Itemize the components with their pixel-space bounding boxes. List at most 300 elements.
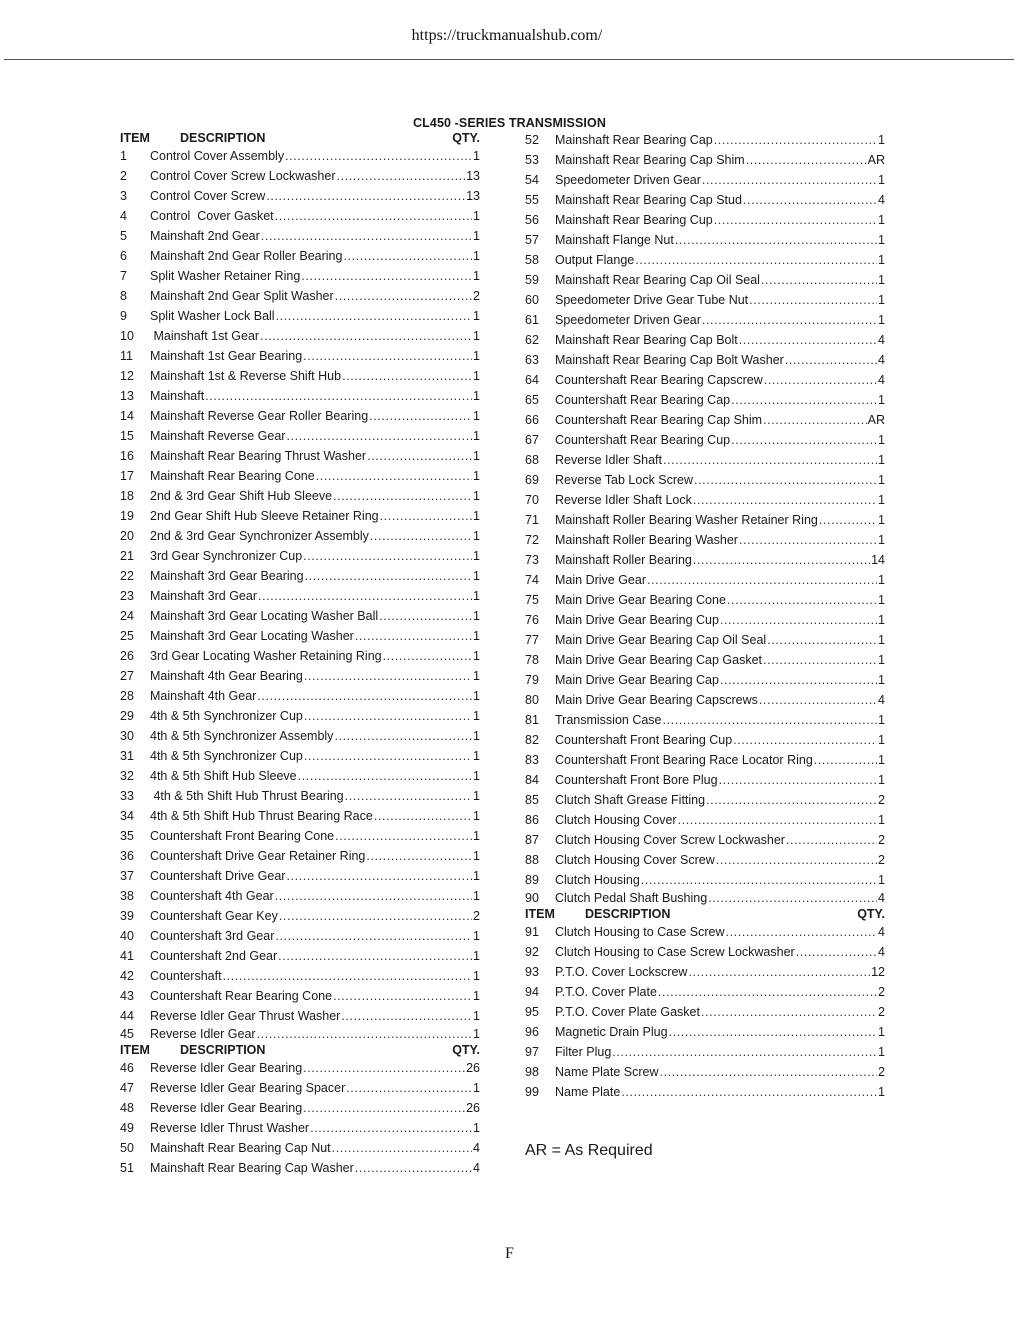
part-description-cell: [150, 269, 480, 283]
part-description-cell: [150, 489, 480, 503]
part-description-cell: [150, 849, 480, 863]
dot-leader: [763, 653, 877, 667]
part-row: [525, 450, 885, 470]
part-description: Mainshaft Rear Bearing Cap Oil Seal: [555, 273, 760, 287]
part-row: [120, 706, 480, 726]
part-description-cell: [555, 813, 885, 827]
part-description: Clutch Housing Cover Screw: [555, 853, 715, 867]
part-row: [120, 966, 480, 986]
part-quantity: 1: [473, 589, 480, 603]
part-description: P.T.O. Cover Lockscrew: [555, 965, 688, 979]
part-item-number: 44: [120, 1009, 134, 1023]
dot-leader: [702, 173, 877, 187]
part-quantity: 1: [878, 533, 885, 547]
part-description: Mainshaft Rear Bearing Cap Bolt: [555, 333, 738, 347]
part-description-cell: [150, 1141, 480, 1155]
part-quantity: 1: [473, 389, 480, 403]
part-quantity: 1: [473, 209, 480, 223]
part-row: [120, 226, 480, 246]
part-quantity: 1: [473, 549, 480, 563]
part-item-number: 2: [120, 169, 127, 183]
part-description-cell: [150, 809, 480, 823]
part-row: [525, 810, 885, 830]
part-description: 4th & 5th Synchronizer Cup: [150, 709, 303, 723]
part-description: Clutch Housing Cover Screw Lockwasher: [555, 833, 785, 847]
part-item-number: 10: [120, 329, 134, 343]
part-row: [525, 190, 885, 210]
part-item-number: 27: [120, 669, 134, 683]
part-item-number: 88: [525, 853, 539, 867]
part-quantity: 1: [878, 673, 885, 687]
part-quantity: 1: [473, 969, 480, 983]
part-item-number: 41: [120, 949, 134, 963]
part-description: Mainshaft Rear Bearing Cap Washer: [150, 1161, 354, 1175]
dot-leader: [304, 749, 472, 763]
part-description: Name Plate: [555, 1085, 621, 1099]
part-row: [525, 370, 885, 390]
part-row: [120, 826, 480, 846]
part-item-number: 85: [525, 793, 539, 807]
part-description-cell: [150, 949, 480, 963]
part-description: 3rd Gear Locating Washer Retaining Ring: [150, 649, 382, 663]
part-description: Speedometer Drive Gear Tube Nut: [555, 293, 749, 307]
part-item-number: 28: [120, 689, 134, 703]
part-row: [120, 526, 480, 546]
part-description: Reverse Idler Gear Bearing: [150, 1061, 303, 1075]
dot-leader: [749, 293, 877, 307]
part-quantity: AR: [867, 153, 885, 167]
part-row: [120, 586, 480, 606]
part-description-cell: [555, 433, 885, 447]
part-item-number: 84: [525, 773, 539, 787]
part-row: [525, 510, 885, 530]
part-description: Countershaft Gear Key: [150, 909, 278, 923]
part-quantity: 1: [473, 829, 480, 843]
part-item-number: 82: [525, 733, 539, 747]
part-item-number: 7: [120, 269, 127, 283]
part-description-cell: [150, 929, 480, 943]
part-description-cell: [150, 149, 480, 163]
part-row: [120, 1026, 480, 1042]
dot-leader: [304, 709, 472, 723]
part-quantity: 1: [473, 349, 480, 363]
part-description-cell: [150, 209, 480, 223]
dot-leader: [258, 589, 472, 603]
part-quantity: 4: [878, 353, 885, 367]
part-quantity: 1: [878, 713, 885, 727]
part-item-number: 39: [120, 909, 134, 923]
part-quantity: 4: [878, 925, 885, 939]
part-row: [525, 390, 885, 410]
part-quantity: 1: [473, 309, 480, 323]
dot-leader: [819, 513, 877, 527]
part-quantity: 4: [878, 693, 885, 707]
part-description: Mainshaft Roller Bearing Washer: [555, 533, 738, 547]
part-quantity: 1: [473, 669, 480, 683]
part-description: Countershaft: [150, 969, 222, 983]
part-item-number: 4: [120, 209, 127, 223]
part-row: [525, 570, 885, 590]
part-quantity: 1: [473, 649, 480, 663]
part-item-number: 64: [525, 373, 539, 387]
part-description: Reverse Idler Thrust Washer: [150, 1121, 310, 1135]
part-description-cell: [150, 889, 480, 903]
part-description: Main Drive Gear Bearing Cap Oil Seal: [555, 633, 767, 647]
part-item-number: 5: [120, 229, 127, 243]
part-row: [525, 690, 885, 710]
dot-leader: [305, 569, 472, 583]
part-item-number: 75: [525, 593, 539, 607]
part-item-number: 90: [525, 891, 539, 905]
part-quantity: 1: [878, 593, 885, 607]
dot-leader: [341, 1009, 472, 1023]
part-description: Mainshaft Rear Bearing Cone: [150, 469, 315, 483]
part-item-number: 89: [525, 873, 539, 887]
part-row: [525, 922, 885, 942]
part-description: Countershaft 4th Gear: [150, 889, 274, 903]
dot-leader: [785, 353, 877, 367]
dot-leader: [257, 1027, 472, 1041]
part-item-number: 72: [525, 533, 539, 547]
part-description: Countershaft Drive Gear Retainer Ring: [150, 849, 366, 863]
part-quantity: 1: [473, 629, 480, 643]
part-row: [120, 506, 480, 526]
part-description: 2nd Gear Shift Hub Sleeve Retainer Ring: [150, 509, 379, 523]
part-description-cell: [150, 369, 480, 383]
part-description-cell: [555, 373, 885, 387]
part-row: [525, 530, 885, 550]
dot-leader: [764, 373, 877, 387]
dot-leader: [383, 649, 472, 663]
part-description-cell: [150, 689, 480, 703]
part-item-number: 43: [120, 989, 134, 1003]
part-item-number: 77: [525, 633, 539, 647]
part-item-number: 55: [525, 193, 539, 207]
part-item-number: 81: [525, 713, 539, 727]
part-row: [120, 246, 480, 266]
column-header-row: [525, 906, 885, 922]
part-quantity: 4: [473, 1141, 480, 1155]
part-description: Mainshaft Roller Bearing: [555, 553, 692, 567]
part-description-cell: [150, 409, 480, 423]
part-description: Split Washer Lock Ball: [150, 309, 275, 323]
part-quantity: 1: [473, 689, 480, 703]
part-quantity: 1: [878, 513, 885, 527]
part-description: Countershaft Front Bearing Cup: [555, 733, 733, 747]
part-item-number: 56: [525, 213, 539, 227]
part-description-cell: [555, 653, 885, 667]
part-description-cell: [150, 449, 480, 463]
part-row: [120, 366, 480, 386]
part-quantity: 1: [473, 469, 480, 483]
part-description: Mainshaft 2nd Gear Split Washer: [150, 289, 334, 303]
part-description-cell: [555, 1085, 885, 1099]
part-item-number: 50: [120, 1141, 134, 1155]
part-quantity: 2: [878, 793, 885, 807]
part-item-number: 73: [525, 553, 539, 567]
part-description-cell: [150, 1161, 480, 1175]
part-description: Mainshaft Rear Bearing Cap: [555, 133, 713, 147]
part-item-number: 16: [120, 449, 134, 463]
dot-leader: [257, 689, 472, 703]
part-row: [525, 1042, 885, 1062]
part-description: Reverse Idler Shaft: [555, 453, 662, 467]
part-description: Clutch Pedal Shaft Bushing: [555, 891, 708, 905]
part-row: [120, 206, 480, 226]
part-quantity: 4: [878, 945, 885, 959]
part-description-cell: [555, 553, 885, 567]
part-item-number: 33: [120, 789, 134, 803]
part-description: Mainshaft 3rd Gear Locating Washer Ball: [150, 609, 379, 623]
page-title: CL450 -SERIES TRANSMISSION: [413, 116, 606, 130]
part-row: [120, 1006, 480, 1026]
part-description-cell: [555, 413, 885, 427]
part-description: Mainshaft Roller Bearing Washer Retainer Ring: [555, 513, 818, 527]
column-header-description: DESCRIPTION: [180, 131, 266, 145]
part-row: [525, 590, 885, 610]
part-description: 2nd & 3rd Gear Synchronizer Assembly: [150, 529, 369, 543]
part-description: Mainshaft Reverse Gear Roller Bearing: [150, 409, 369, 423]
part-item-number: 78: [525, 653, 539, 667]
column-header-qty: QTY.: [857, 907, 885, 921]
part-description-cell: [555, 213, 885, 227]
part-description: Main Drive Gear Bearing Cup: [555, 613, 719, 627]
dot-leader: [304, 669, 472, 683]
part-item-number: 92: [525, 945, 539, 959]
dot-leader: [763, 413, 867, 427]
part-quantity: 1: [473, 929, 480, 943]
part-item-number: 49: [120, 1121, 134, 1135]
part-description: Control Cover Assembly: [150, 149, 285, 163]
part-item-number: 83: [525, 753, 539, 767]
part-row: [120, 686, 480, 706]
column-header-qty: QTY.: [452, 131, 480, 145]
dot-leader: [260, 329, 472, 343]
dot-leader: [335, 829, 472, 843]
part-description-cell: [150, 869, 480, 883]
dot-leader: [693, 553, 870, 567]
part-quantity: 1: [473, 149, 480, 163]
part-quantity: 1: [878, 1025, 885, 1039]
part-item-number: 14: [120, 409, 134, 423]
part-quantity: 1: [878, 433, 885, 447]
part-description-cell: [150, 1101, 480, 1115]
part-item-number: 97: [525, 1045, 539, 1059]
part-item-number: 69: [525, 473, 539, 487]
part-description-cell: [150, 769, 480, 783]
column-header-row: [120, 130, 480, 146]
part-row: [120, 806, 480, 826]
part-row: [525, 170, 885, 190]
part-quantity: 1: [473, 869, 480, 883]
part-item-number: 70: [525, 493, 539, 507]
part-description: Clutch Housing to Case Screw: [555, 925, 725, 939]
part-description-cell: [150, 549, 480, 563]
part-quantity: 26: [466, 1061, 480, 1075]
part-quantity: 1: [473, 769, 480, 783]
part-description-cell: [150, 429, 480, 443]
part-quantity: 1: [878, 253, 885, 267]
part-quantity: 2: [878, 853, 885, 867]
column-header-qty: QTY.: [452, 1043, 480, 1057]
part-description-cell: [555, 853, 885, 867]
part-quantity: 14: [871, 553, 885, 567]
part-description-cell: [150, 969, 480, 983]
part-item-number: 62: [525, 333, 539, 347]
dot-leader: [693, 493, 877, 507]
part-item-number: 8: [120, 289, 127, 303]
part-item-number: 65: [525, 393, 539, 407]
part-quantity: 2: [473, 909, 480, 923]
part-row: [120, 326, 480, 346]
part-row: [525, 350, 885, 370]
part-quantity: 1: [878, 473, 885, 487]
part-item-number: 31: [120, 749, 134, 763]
part-description: Speedometer Driven Gear: [555, 313, 701, 327]
part-item-number: 71: [525, 513, 539, 527]
part-description: Control Cover Gasket: [150, 209, 274, 223]
part-description: Mainshaft 3rd Gear Locating Washer: [150, 629, 354, 643]
part-quantity: 1: [473, 1081, 480, 1095]
part-row: [525, 490, 885, 510]
part-item-number: 22: [120, 569, 134, 583]
part-quantity: 1: [878, 813, 885, 827]
part-description: Reverse Idler Shaft Lock: [555, 493, 692, 507]
part-description: Countershaft Rear Bearing Capscrew: [555, 373, 763, 387]
part-quantity: 2: [473, 289, 480, 303]
part-description-cell: [555, 273, 885, 287]
part-item-number: 25: [120, 629, 134, 643]
parts-column-left: [120, 130, 480, 1178]
part-quantity: 1: [878, 273, 885, 287]
dot-leader: [733, 733, 877, 747]
part-row: [120, 1078, 480, 1098]
part-quantity: 4: [878, 333, 885, 347]
part-description-cell: [555, 473, 885, 487]
column-header-item: ITEM: [120, 1043, 150, 1057]
part-description: Split Washer Retainer Ring: [150, 269, 301, 283]
part-row: [525, 210, 885, 230]
part-description-cell: [555, 253, 885, 267]
part-description-cell: [555, 453, 885, 467]
part-row: [525, 790, 885, 810]
part-row: [120, 866, 480, 886]
part-description: 2nd & 3rd Gear Shift Hub Sleeve: [150, 489, 333, 503]
part-description-cell: [555, 313, 885, 327]
part-description-cell: [150, 469, 480, 483]
part-quantity: 1: [473, 509, 480, 523]
part-quantity: 1: [878, 133, 885, 147]
part-item-number: 13: [120, 389, 134, 403]
part-quantity: 1: [878, 653, 885, 667]
part-description: 4th & 5th Synchronizer Assembly: [150, 729, 334, 743]
part-row: [525, 730, 885, 750]
part-description-cell: [555, 293, 885, 307]
part-description-cell: [555, 793, 885, 807]
part-item-number: 91: [525, 925, 539, 939]
part-description: Mainshaft Rear Bearing Cup: [555, 213, 713, 227]
part-description-cell: [555, 773, 885, 787]
part-quantity: 26: [466, 1101, 480, 1115]
dot-leader: [303, 549, 472, 563]
column-header-description: DESCRIPTION: [180, 1043, 266, 1057]
part-row: [525, 830, 885, 850]
part-description-cell: [555, 965, 885, 979]
part-quantity: 1: [878, 393, 885, 407]
dot-leader: [660, 1065, 878, 1079]
part-row: [525, 942, 885, 962]
part-item-number: 21: [120, 549, 134, 563]
part-description-cell: [555, 493, 885, 507]
part-item-number: 3: [120, 189, 127, 203]
part-quantity: 1: [473, 1121, 480, 1135]
part-quantity: 1: [473, 429, 480, 443]
dot-leader: [786, 833, 877, 847]
part-row: [525, 310, 885, 330]
part-row: [525, 470, 885, 490]
part-item-number: 11: [120, 349, 133, 363]
part-item-number: 66: [525, 413, 539, 427]
part-row: [525, 550, 885, 570]
part-description-cell: [150, 789, 480, 803]
part-description-cell: [150, 609, 480, 623]
dot-leader: [303, 349, 472, 363]
part-quantity: 1: [473, 489, 480, 503]
part-item-number: 1: [120, 149, 127, 163]
part-item-number: 46: [120, 1061, 134, 1075]
part-description-cell: [555, 1025, 885, 1039]
part-description: P.T.O. Cover Plate Gasket: [555, 1005, 700, 1019]
part-row: [525, 430, 885, 450]
part-description: Mainshaft 1st & Reverse Shift Hub: [150, 369, 342, 383]
dot-leader: [286, 869, 472, 883]
part-description-cell: [555, 153, 885, 167]
part-quantity: 1: [473, 569, 480, 583]
part-description-cell: [555, 353, 885, 367]
part-description: Mainshaft Rear Bearing Cap Shim: [555, 153, 745, 167]
part-quantity: 1: [473, 749, 480, 763]
part-row: [525, 1062, 885, 1082]
dot-leader: [663, 713, 878, 727]
part-item-number: 53: [525, 153, 539, 167]
part-quantity: 1: [878, 493, 885, 507]
part-item-number: 51: [120, 1161, 134, 1175]
part-description: Countershaft Rear Bearing Cone: [150, 989, 333, 1003]
part-quantity: 1: [473, 449, 480, 463]
part-description: Mainshaft Rear Bearing Cap Stud: [555, 193, 742, 207]
dot-leader: [333, 989, 472, 1003]
part-description-cell: [555, 133, 885, 147]
part-description-cell: [150, 1081, 480, 1095]
header-divider: [4, 59, 1014, 60]
part-description-cell: [150, 649, 480, 663]
part-row: [120, 886, 480, 906]
part-description-cell: [555, 891, 885, 905]
part-description-cell: [555, 173, 885, 187]
part-item-number: 74: [525, 573, 539, 587]
dot-leader: [261, 229, 472, 243]
part-item-number: 38: [120, 889, 134, 903]
part-description-cell: [555, 1005, 885, 1019]
part-quantity: 1: [473, 229, 480, 243]
part-item-number: 40: [120, 929, 134, 943]
part-description-cell: [150, 829, 480, 843]
part-description: Control Cover Screw: [150, 189, 266, 203]
part-quantity: 1: [473, 809, 480, 823]
part-row: [120, 626, 480, 646]
dot-leader: [266, 189, 465, 203]
dot-leader: [333, 489, 472, 503]
